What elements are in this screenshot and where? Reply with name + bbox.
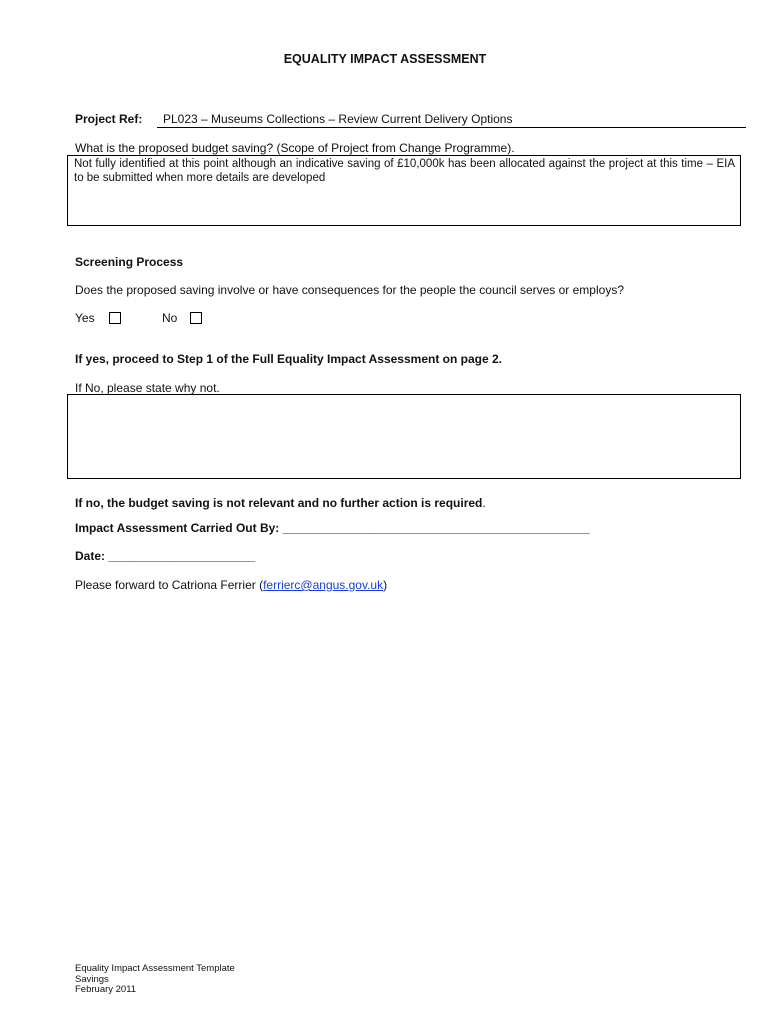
yes-checkbox[interactable] xyxy=(109,312,121,324)
screening-question: Does the proposed saving involve or have consequences for the people the council serves or employs? xyxy=(75,283,624,297)
yes-label: Yes xyxy=(75,311,95,325)
page-title: EQUALITY IMPACT ASSESSMENT xyxy=(283,52,487,66)
footer-line-1: Equality Impact Assessment Template xyxy=(75,963,235,974)
if-no-question: If No, please state why not. xyxy=(75,381,220,395)
budget-question: What is the proposed budget saving? (Scope of Project from Change Programme). xyxy=(75,141,515,155)
date-field[interactable]: Date: ______________________ xyxy=(75,549,256,563)
project-ref-field[interactable]: PL023 – Museums Collections – Review Current Delivery Options xyxy=(157,112,746,128)
screening-heading: Screening Process xyxy=(75,255,184,269)
footer-line-2: Savings xyxy=(75,973,109,985)
if-no-statement-period: . xyxy=(482,496,486,510)
if-no-statement xyxy=(75,494,486,512)
forward-prefix: Please forward to Catriona Ferrier ( xyxy=(75,578,264,592)
if-no-statement-text: If no, the budget saving is not relevant and no further action is required xyxy=(75,496,483,510)
budget-answer-text: Not fully identified at this point although an indicative saving of £10,000k has been allocated against the project at this time – EIA to be submitted when more details are developed xyxy=(74,158,735,184)
no-label: No xyxy=(162,311,178,325)
if-no-reason-box[interactable] xyxy=(67,394,741,479)
budget-answer-box[interactable] xyxy=(67,155,741,226)
email-link[interactable]: ferrierc@angus.gov.uk xyxy=(263,578,384,592)
footer-line-3: February 2011 xyxy=(75,984,137,995)
project-ref-label: Project Ref: xyxy=(75,112,143,126)
forward-instruction xyxy=(75,578,387,592)
carried-out-by-field[interactable]: Impact Assessment Carried Out By: ______________________________________________ xyxy=(75,521,590,535)
if-yes-instruction: If yes, proceed to Step 1 of the Full Equality Impact Assessment on page 2. xyxy=(75,352,502,366)
forward-suffix: ) xyxy=(383,578,388,592)
footer xyxy=(75,964,235,996)
no-checkbox[interactable] xyxy=(190,312,202,324)
